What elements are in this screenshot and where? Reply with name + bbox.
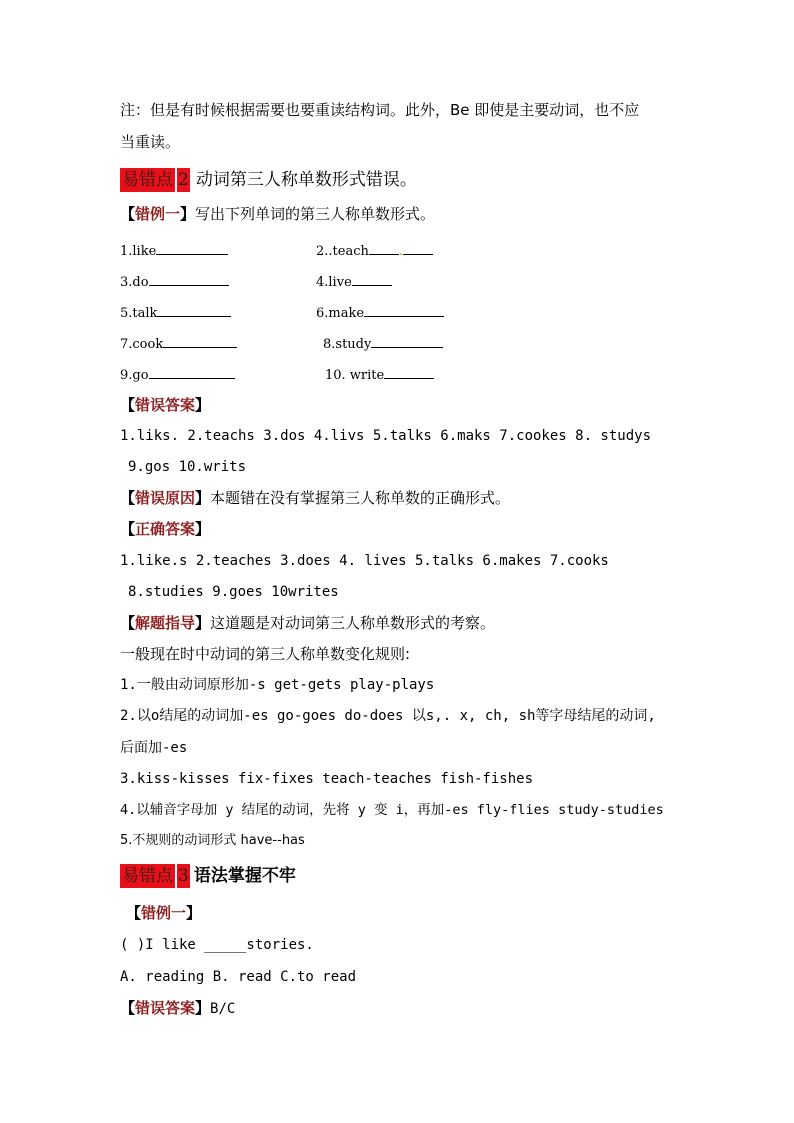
wrong-answer-heading: 【错误答案】 — [120, 396, 211, 414]
word-item-6: 6.make — [316, 302, 444, 321]
wrong-answer-line-2: 9.gos 10.writs — [128, 459, 247, 475]
guide-rule-2a: 2.以o结尾的动词加-es go-goes do-does 以s,. x, ch, sh等字母结尾的动词, — [120, 708, 656, 724]
point-3-heading — [120, 864, 296, 888]
example-2-options: A. reading B. read C.to read — [120, 969, 357, 985]
word-item-7: 7.cook — [120, 333, 237, 352]
word-item-9: 9.go — [120, 364, 235, 383]
guide-rule-5: 5.不规则的动词形式 have--has — [120, 833, 305, 848]
point-3-title: 语法掌握不牢 — [193, 866, 296, 886]
note-line-2: 当重读。 — [120, 133, 181, 151]
example-1-label: 错例一 — [135, 205, 181, 223]
word-item-8: 8.study — [323, 333, 443, 352]
example-1-prompt: 写出下列单词的第三人称单数形式。 — [195, 205, 436, 223]
guide-rule-3: 3.kiss-kisses fix-fixes teach-teaches fish-fishes — [120, 771, 534, 787]
guide-rule-4: 4.以辅音字母加 y 结尾的动词，先将 y 变 i，再加-es fly-flies study-studies — [120, 802, 664, 818]
point-2-title: 动词第三人称单数形式错误。 — [195, 170, 417, 190]
example-2-answer: 【错误答案】B/C — [120, 999, 236, 1017]
example-1-heading: 【错例一】写出下列单词的第三人称单数形式。 — [120, 205, 436, 223]
guide-heading: 【解题指导】这道题是对动词第三人称单数形式的考察。 — [120, 614, 496, 632]
guide-rule-2b: 后面加-es — [120, 740, 188, 756]
point-2-tag: 易错点 — [122, 170, 173, 190]
point-3-number: 3 — [178, 866, 189, 886]
example-2-heading: 【错例一】 — [126, 904, 202, 922]
guide-rules-intro: 一般现在时中动词的第三人称单数变化规则: — [120, 645, 411, 663]
word-item-4: 4.live — [316, 271, 392, 290]
word-item-10: 10. write — [325, 364, 434, 383]
word-item-1: 1.like — [120, 240, 228, 259]
correct-answer-line-2: 8.studies 9.goes 10writes — [128, 584, 339, 600]
note-line-1: 注：但是有时候根据需要也要重读结构词。此外，Be 即使是主要动词，也不应 — [120, 101, 640, 119]
word-item-3: 3.do — [120, 271, 229, 290]
correct-answer-line-1: 1.like.s 2.teaches 3.does 4. lives 5.talks 6.makes 7.cooks — [120, 553, 609, 569]
wrong-reason: 【错误原因】本题错在没有掌握第三人称单数的正确形式。 — [120, 489, 511, 507]
point-2-number: 2 — [178, 170, 189, 190]
correct-answer-heading: 【正确答案】 — [120, 520, 211, 538]
word-item-2: 2..teach . — [316, 240, 433, 259]
word-item-5: 5.talk — [120, 302, 231, 321]
example-2-question: ( )I like _____stories. — [120, 937, 314, 953]
wrong-answer-line-1: 1.liks. 2.teachs 3.dos 4.livs 5.talks 6.maks 7.cookes 8. studys — [120, 428, 652, 444]
guide-rule-1: 1.一般由动词原形加-s get-gets play-plays — [120, 677, 435, 693]
point-3-tag: 易错点 — [122, 866, 173, 886]
point-2-heading — [120, 168, 417, 192]
